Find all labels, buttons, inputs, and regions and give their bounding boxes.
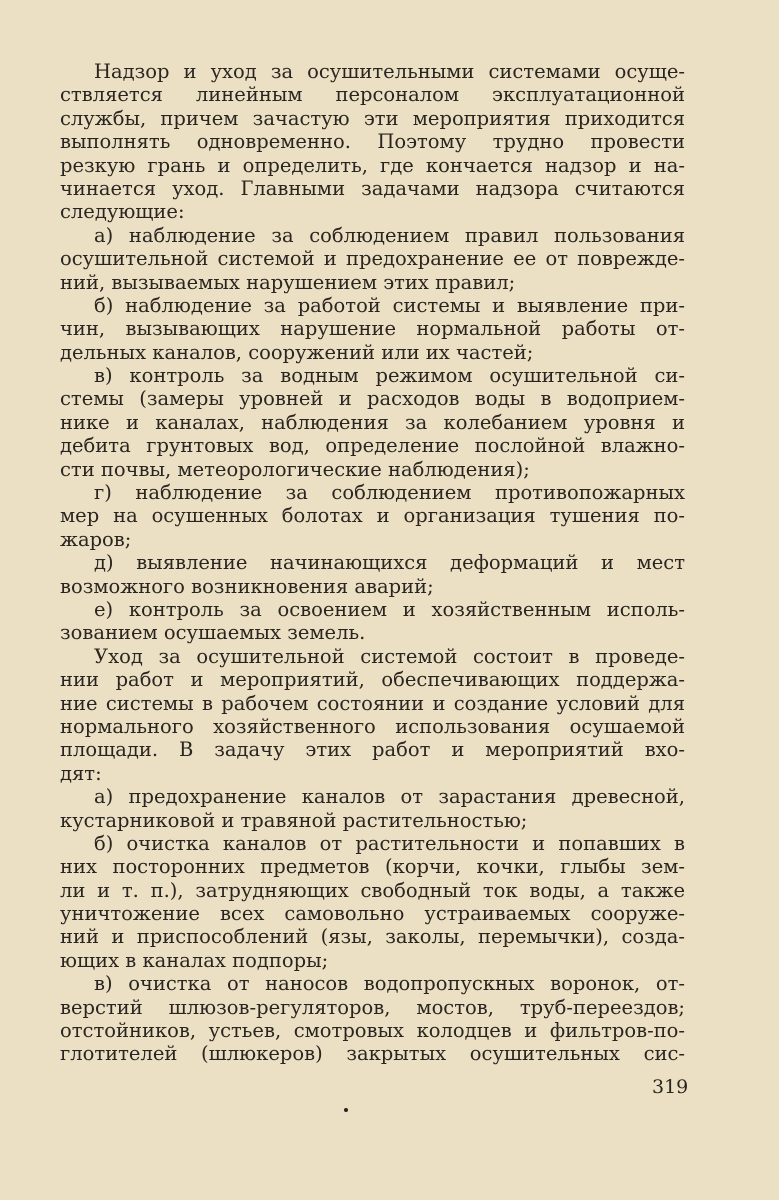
text-line: а) предохранение каналов от зарастания древесной,: [94, 785, 685, 809]
text-line: резкую грань и определить, где кончается надзор и на-: [60, 153, 685, 177]
text-line: Надзор и уход за осушительными системами осуще-: [94, 60, 685, 83]
text-line: следующие:: [60, 200, 185, 224]
text-line: сти почвы, метеорологические наблюдения);: [60, 457, 530, 481]
text-line: ний, вызываемых нарушением этих правил;: [60, 270, 516, 294]
text-line: б) очистка каналов от растительности и попавших в: [94, 831, 685, 855]
text-line: ний и приспособлений (язы, заколы, перемычки), созда-: [60, 925, 685, 949]
text-line: возможного возникновения аварий;: [60, 574, 434, 598]
text-line: ние системы в рабочем состоянии и создание условий для: [60, 691, 685, 715]
text-line: г) наблюдение за соблюдением противопожарных: [94, 481, 685, 505]
text-line: а) наблюдение за соблюдением правил пользования: [94, 223, 685, 247]
text-line: дельных каналов, сооружений или их частей;: [60, 340, 534, 364]
text-line: мер на осушенных болотах и организация тушения по-: [60, 504, 685, 528]
text-line: в) очистка от наносов водопропускных воронок, от-: [94, 972, 685, 996]
print-speck: [344, 1108, 348, 1112]
text-line: глотителей (шлюкеров) закрытых осушительных сис-: [60, 1042, 685, 1066]
text-line: дят:: [60, 761, 102, 785]
text-line: Уход за осушительной системой состоит в проведе-: [94, 644, 685, 668]
text-line: нике и каналах, наблюдения за колебанием уровня и: [60, 410, 685, 434]
text-line: зованием осушаемых земель.: [60, 621, 366, 645]
text-line: жаров;: [60, 527, 132, 551]
text-line: б) наблюдение за работой системы и выявление при-: [94, 293, 685, 317]
text-line: службы, причем зачастую эти мероприятия приходится: [60, 106, 685, 130]
text-line: стемы (замеры уровней и расходов воды в водоприем-: [60, 387, 685, 411]
text-line: нормального хозяйственного использования осушаемой: [60, 714, 685, 738]
text-line: кустарниковой и травяной растительностью;: [60, 808, 528, 832]
text-line: дебита грунтовых вод, определение послойной влажно-: [60, 434, 685, 458]
text-line: уничтожение всех самовольно устраиваемых сооруже-: [60, 902, 685, 926]
text-line: верстий шлюзов-регуляторов, мостов, труб-переездов;: [60, 995, 685, 1019]
text-line: д) выявление начинающихся деформаций и мест: [94, 551, 685, 575]
text-line: ли и т. п.), затрудняющих свободный ток воды, а также: [60, 878, 685, 902]
text-line: в) контроль за водным режимом осушительной си-: [94, 364, 685, 388]
text-line: е) контроль за освоением и хозяйственным исполь-: [94, 597, 685, 621]
text-line: нии работ и мероприятий, обеспечивающих поддержа-: [60, 668, 685, 692]
text-line: ствляется линейным персоналом эксплуатационной: [60, 83, 685, 107]
text-line: чин, вызывающих нарушение нормальной работы от-: [60, 317, 685, 341]
text-line: выполнять одновременно. Поэтому трудно провести: [60, 130, 685, 154]
body-text: [60, 60, 685, 1066]
text-line: чинается уход. Главными задачами надзора считаются: [60, 176, 685, 200]
text-line: ющих в каналах подпоры;: [60, 948, 329, 972]
text-line: них посторонних предметов (корчи, кочки, глыбы зем-: [60, 855, 685, 879]
text-line: площади. В задачу этих работ и мероприятий вхо-: [60, 738, 685, 762]
text-line: осушительной системой и предохранение ее от поврежде-: [60, 247, 685, 271]
text-line: отстойников, устьев, смотровых колодцев и фильтров-по-: [60, 1019, 685, 1043]
page-number: 319: [652, 1076, 689, 1098]
